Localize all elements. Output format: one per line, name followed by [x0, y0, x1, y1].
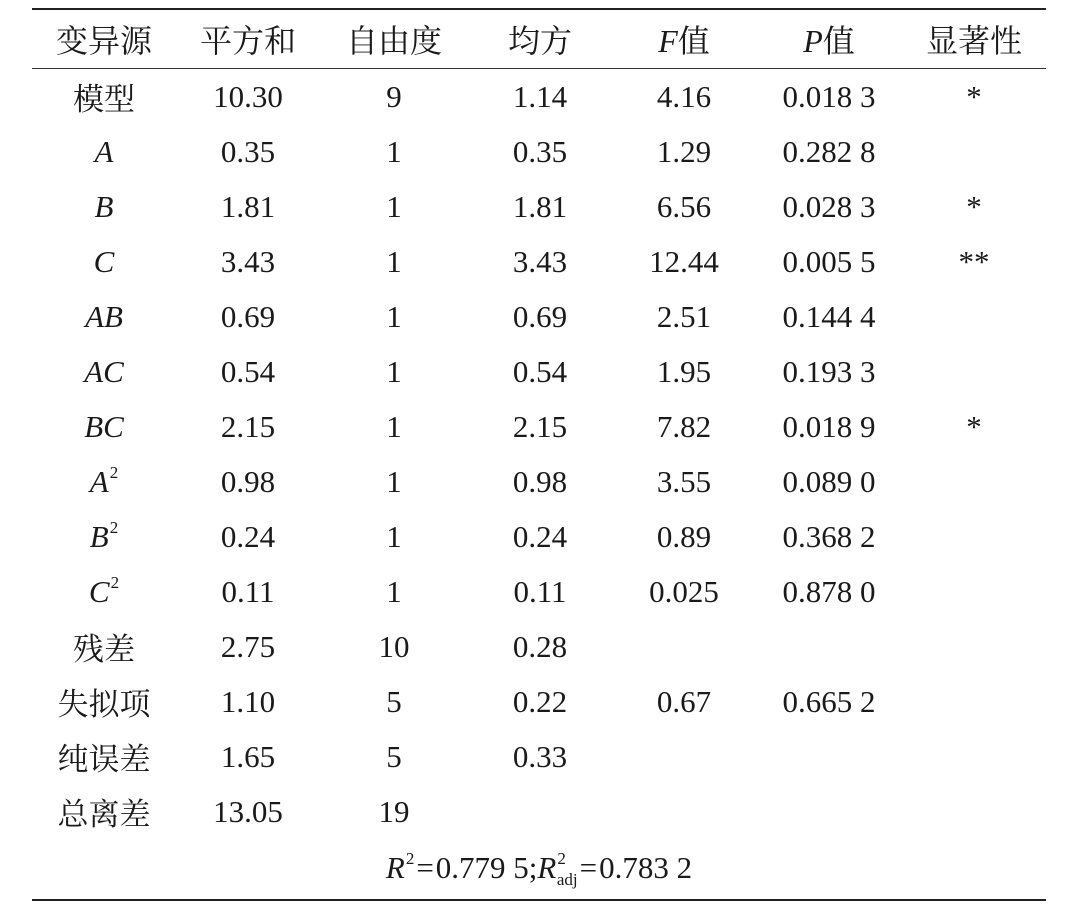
r2adj-subscript: adj [556, 869, 578, 889]
source-label: A [94, 133, 114, 169]
cell-source [32, 399, 176, 454]
header-source: 变异源 [55, 23, 152, 59]
table-row [32, 509, 1046, 564]
cell-f-value: 6.56 [656, 188, 712, 224]
source-label: A [89, 464, 109, 499]
cell-mean-square: 0.24 [512, 518, 568, 554]
table-header [32, 10, 1046, 68]
cell-source [32, 509, 176, 564]
header-row [32, 10, 1046, 68]
cell-sum-of-squares: 0.24 [220, 518, 276, 554]
cell-p-value: 0.018 9 [782, 408, 876, 444]
cell-sum-of-squares: 13.05 [213, 793, 283, 829]
r2-equals: = [416, 849, 434, 885]
cell-mean-square [468, 784, 612, 839]
table-row [32, 234, 1046, 289]
cell-mean-square: 0.98 [512, 463, 568, 499]
header-significance: 显著性 [925, 23, 1022, 59]
table-body [32, 69, 1046, 839]
source-label: C [93, 243, 115, 279]
cell-source [32, 179, 176, 234]
cell-f-value: 4.16 [656, 78, 712, 114]
cell-p-value: 0.193 3 [782, 353, 876, 389]
cell-significance [902, 784, 1046, 839]
cell-significance: ** [958, 243, 990, 279]
cell-p-value: 0.282 8 [782, 133, 876, 169]
cell-degrees-of-freedom: 1 [386, 573, 402, 609]
cell-degrees-of-freedom: 1 [386, 463, 402, 499]
source-superscript: 2 [109, 518, 119, 537]
cell-source [32, 234, 176, 289]
table-row [32, 179, 1046, 234]
header-sum-of-squares: 平方和 [199, 23, 296, 59]
header-p-suffix: 值 [822, 23, 855, 59]
table-row [32, 454, 1046, 509]
header-degrees-of-freedom: 自由度 [345, 23, 442, 59]
source-label: 纯误差 [57, 742, 151, 777]
cell-source [32, 289, 176, 344]
cell-significance [902, 124, 1046, 179]
cell-f-value [612, 619, 756, 674]
cell-degrees-of-freedom: 19 [378, 793, 410, 829]
bottom-rule [32, 899, 1046, 901]
cell-sum-of-squares: 0.35 [220, 133, 276, 169]
cell-mean-square: 1.81 [512, 188, 568, 224]
anova-table-container [32, 8, 1046, 901]
cell-sum-of-squares: 3.43 [220, 243, 276, 279]
source-label: 模型 [73, 82, 135, 117]
cell-sum-of-squares: 0.98 [220, 463, 276, 499]
source-label: 失拟项 [57, 687, 151, 722]
cell-p-value [756, 619, 902, 674]
cell-source [32, 124, 176, 179]
header-f-suffix: 值 [677, 23, 710, 59]
cell-f-value [612, 729, 756, 784]
table-row [32, 674, 1046, 729]
cell-p-value: 0.089 0 [782, 463, 876, 499]
source-label: 残差 [73, 632, 135, 667]
source-label: B [94, 188, 114, 224]
cell-f-value: 1.95 [656, 353, 712, 389]
cell-significance: * [966, 408, 982, 444]
source-superscript: 2 [109, 463, 119, 482]
cell-f-value: 7.82 [656, 408, 712, 444]
cell-degrees-of-freedom: 5 [386, 683, 402, 719]
cell-sum-of-squares: 10.30 [213, 78, 283, 114]
table-footnote [32, 839, 1046, 899]
anova-table [32, 10, 1046, 68]
r2adj-value: 0.783 2 [599, 849, 693, 885]
table-row [32, 69, 1046, 124]
cell-degrees-of-freedom: 1 [386, 243, 402, 279]
source-label: B [89, 519, 109, 554]
cell-sum-of-squares: 1.81 [220, 188, 276, 224]
cell-mean-square: 1.14 [512, 78, 568, 114]
cell-mean-square: 2.15 [512, 408, 568, 444]
cell-degrees-of-freedom: 1 [386, 408, 402, 444]
cell-f-value: 0.67 [656, 683, 712, 719]
r2adj-letter: R [537, 849, 557, 885]
cell-p-value: 0.144 4 [782, 298, 876, 334]
source-label: AC [84, 353, 124, 389]
cell-sum-of-squares: 1.65 [220, 738, 276, 774]
cell-f-value: 12.44 [649, 243, 719, 279]
cell-f-value: 0.89 [656, 518, 712, 554]
cell-significance [902, 344, 1046, 399]
r2adj-superscript: 2 [557, 848, 566, 868]
r2-letter: R [385, 849, 405, 885]
cell-degrees-of-freedom: 1 [386, 518, 402, 554]
cell-p-value: 0.368 2 [782, 518, 876, 554]
table-row [32, 729, 1046, 784]
table-row [32, 564, 1046, 619]
table-row [32, 289, 1046, 344]
cell-degrees-of-freedom: 10 [378, 628, 410, 664]
cell-degrees-of-freedom: 1 [386, 133, 402, 169]
table-row [32, 344, 1046, 399]
header-mean-square: 均方 [507, 23, 572, 59]
source-label: C [88, 574, 110, 609]
cell-significance: * [966, 188, 982, 224]
footnote-separator: ; [528, 849, 538, 885]
header-f-letter: F [658, 23, 678, 59]
cell-sum-of-squares: 2.15 [220, 408, 276, 444]
cell-source [32, 784, 176, 839]
cell-p-value [756, 784, 902, 839]
cell-significance [902, 509, 1046, 564]
cell-mean-square: 0.69 [512, 298, 568, 334]
source-label: AB [85, 298, 123, 334]
cell-significance [902, 729, 1046, 784]
cell-f-value: 3.55 [656, 463, 712, 499]
source-label: 总离差 [57, 797, 151, 832]
cell-f-value: 0.025 [649, 573, 719, 609]
cell-mean-square: 3.43 [512, 243, 568, 279]
cell-sum-of-squares: 0.54 [220, 353, 276, 389]
cell-mean-square: 0.33 [512, 738, 568, 774]
header-p-letter: P [803, 23, 823, 59]
cell-sum-of-squares: 2.75 [220, 628, 276, 664]
cell-significance [902, 454, 1046, 509]
r2-value: 0.779 5 [435, 849, 529, 885]
cell-significance [902, 619, 1046, 674]
table-row [32, 124, 1046, 179]
cell-source [32, 69, 176, 124]
cell-p-value: 0.018 3 [782, 78, 876, 114]
cell-significance [902, 289, 1046, 344]
r2-superscript: 2 [405, 848, 415, 868]
cell-sum-of-squares: 0.11 [221, 573, 275, 609]
cell-mean-square: 0.28 [512, 628, 568, 664]
source-superscript: 2 [110, 573, 120, 592]
r2adj-equals: = [579, 849, 598, 885]
cell-f-value: 1.29 [656, 133, 712, 169]
table-row [32, 399, 1046, 454]
cell-mean-square: 0.54 [512, 353, 568, 389]
cell-sum-of-squares: 0.69 [220, 298, 276, 334]
cell-significance [902, 674, 1046, 729]
cell-p-value: 0.005 5 [782, 243, 876, 279]
header-f-value [612, 10, 756, 68]
cell-mean-square: 0.22 [512, 683, 568, 719]
cell-p-value: 0.028 3 [782, 188, 876, 224]
cell-p-value: 0.878 0 [782, 573, 876, 609]
cell-degrees-of-freedom: 1 [386, 188, 402, 224]
cell-p-value: 0.665 2 [782, 683, 876, 719]
cell-source [32, 344, 176, 399]
cell-source [32, 619, 176, 674]
cell-significance: * [966, 78, 982, 114]
footnote-row [32, 839, 1046, 899]
cell-degrees-of-freedom: 1 [386, 298, 402, 334]
cell-degrees-of-freedom: 9 [386, 78, 402, 114]
cell-source [32, 674, 176, 729]
cell-p-value [756, 729, 902, 784]
cell-source [32, 454, 176, 509]
cell-degrees-of-freedom: 1 [386, 353, 402, 389]
header-p-value [756, 10, 902, 68]
cell-source [32, 564, 176, 619]
cell-mean-square: 0.35 [512, 133, 568, 169]
cell-source [32, 729, 176, 784]
table-row [32, 619, 1046, 674]
cell-f-value: 2.51 [656, 298, 712, 334]
table-row [32, 784, 1046, 839]
footnote-cell [32, 839, 1046, 899]
anova-table-body [32, 69, 1046, 899]
cell-degrees-of-freedom: 5 [386, 738, 402, 774]
cell-sum-of-squares: 1.10 [220, 683, 276, 719]
cell-f-value [612, 784, 756, 839]
cell-mean-square: 0.11 [513, 573, 567, 609]
cell-significance [902, 564, 1046, 619]
source-label: BC [84, 408, 124, 444]
